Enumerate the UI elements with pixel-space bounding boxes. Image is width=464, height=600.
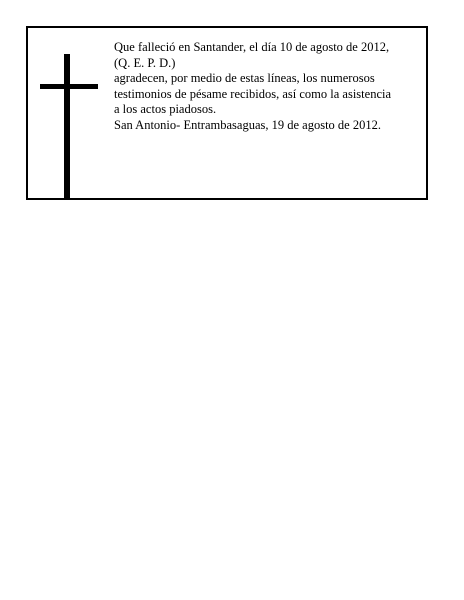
notice-line-ceremony: a los actos piadosos. (114, 102, 217, 116)
cross-icon (36, 54, 98, 198)
cross-vertical-bar (64, 54, 70, 198)
notice-text (114, 40, 420, 133)
notice-line-rip: (Q. E. P. D.) (114, 55, 176, 70)
notice-line-place-date: San Antonio- Entrambasaguas, 19 de agosto de 2012. (114, 117, 381, 132)
cross-horizontal-bar (40, 84, 98, 89)
notice-line-condolences: testimonios de pésame recibidos, así como la asistencia (114, 86, 392, 101)
obituary-notice (26, 26, 428, 200)
notice-line-death: Que falleció en Santander, el día 10 de agosto de 2012, (114, 40, 390, 54)
notice-line-thanks: agradecen, por medio de estas líneas, los numerosos (114, 71, 375, 85)
